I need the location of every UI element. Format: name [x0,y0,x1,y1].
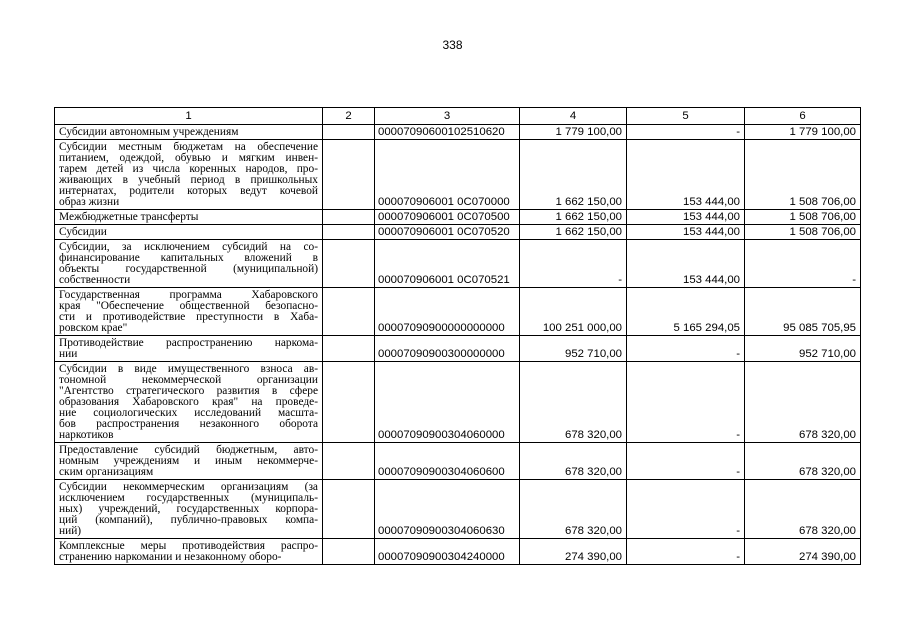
col5-amount-cell: - [627,480,745,539]
budget-code-cell: 000070906001 0С070521 [375,240,520,288]
col4-amount-cell: 100 251 000,00 [520,288,627,336]
budget-code-cell: 00007090900300000000 [375,336,520,362]
col5-amount-cell: - [627,125,745,140]
table-row [55,362,861,443]
row-name-cell [55,240,323,288]
row-name-line: Противодействие распространению наркома- [59,337,318,349]
row-name-line: номным учреждениям и иным некоммерче- [59,455,318,467]
col4-amount-cell: 678 320,00 [520,362,627,443]
row-name-line: Межбюджетные трансферты [59,211,199,223]
row-name-line: образования Хабаровского края" на проведе- [59,396,318,408]
table-row [55,443,861,480]
col2-cell [323,336,375,362]
column-header: 1 [55,108,323,125]
row-name-line: собственности [59,274,131,286]
col4-amount-cell: 274 390,00 [520,539,627,565]
row-name-cell [55,480,323,539]
table-body [55,108,861,565]
row-name-line: Комплексные меры противодействия распро- [59,540,318,552]
budget-code-cell: 00007090600102510620 [375,125,520,140]
col4-amount-cell: 1 779 100,00 [520,125,627,140]
col5-amount-cell: 153 444,00 [627,210,745,225]
row-name-line: ний) [59,525,82,537]
table-row [55,336,861,362]
col6-amount-cell: 1 779 100,00 [745,125,861,140]
table-row [55,125,861,140]
col2-cell [323,240,375,288]
col6-amount-cell: 274 390,00 [745,539,861,565]
row-name-line: Государственная программа Хабаровского [59,289,318,301]
col6-amount-cell: 952 710,00 [745,336,861,362]
table-row [55,140,861,210]
row-name-cell [55,210,323,225]
table-row [55,480,861,539]
row-name-cell [55,288,323,336]
row-name-line: исключением государственных (муниципаль- [59,492,318,504]
col4-amount-cell: 678 320,00 [520,480,627,539]
column-header: 3 [375,108,520,125]
row-name-line: ций (компаний), публично-правовых компа- [59,514,318,526]
row-name-line: образ жизни [59,196,120,208]
row-name-line: Субсидии автономным учреждениям [59,126,239,138]
col5-amount-cell: - [627,539,745,565]
col5-amount-cell: 153 444,00 [627,225,745,240]
row-name-line: живающих в учебный период в пришкольных [59,174,318,186]
table-row [55,240,861,288]
col6-amount-cell: 678 320,00 [745,362,861,443]
row-name-cell [55,225,323,240]
column-header: 5 [627,108,745,125]
col2-cell [323,443,375,480]
col2-cell [323,125,375,140]
row-name-cell [55,336,323,362]
row-name-line: ние социологических исследований масшта- [59,407,318,419]
col4-amount-cell: 1 662 150,00 [520,210,627,225]
table-row [55,288,861,336]
col2-cell [323,362,375,443]
row-name-line: Субсидии местным бюджетам на обеспечение [59,141,318,153]
row-name-cell [55,140,323,210]
column-header: 6 [745,108,861,125]
col5-amount-cell: 153 444,00 [627,140,745,210]
row-name-cell [55,362,323,443]
row-name-line: ровском крае" [59,322,128,334]
row-name-line: объекты государственной (муниципальной) [59,263,318,275]
budget-code-cell: 00007090900000000000 [375,288,520,336]
row-name-line: Субсидии, за исключением субсидий на со- [59,241,318,253]
budget-code-cell: 00007090900304060630 [375,480,520,539]
table-row [55,539,861,565]
col4-amount-cell: 1 662 150,00 [520,140,627,210]
row-name-line: Субсидии в виде имущественного взноса ав- [59,363,318,375]
budget-code-cell: 000070906001 0С070520 [375,225,520,240]
budget-code-cell: 000070906001 0С070500 [375,210,520,225]
row-name-line: питанием, одеждой, обувью и мягким инвен- [59,152,318,164]
row-name-line: тономной некоммерческой организации [59,374,318,386]
col6-amount-cell: - [745,240,861,288]
row-name-line: сти и противодействие преступности в Хаба- [59,311,318,323]
col2-cell [323,480,375,539]
row-name-line: бов распространения незаконного оборота [59,418,318,430]
col4-amount-cell: - [520,240,627,288]
row-name-line: Субсидии некоммерческим организациям (за [59,481,318,493]
col2-cell [323,210,375,225]
col6-amount-cell: 1 508 706,00 [745,210,861,225]
row-name-cell [55,125,323,140]
col2-cell [323,288,375,336]
col6-amount-cell: 95 085 705,95 [745,288,861,336]
col6-amount-cell: 678 320,00 [745,480,861,539]
col5-amount-cell: 5 165 294,05 [627,288,745,336]
col4-amount-cell: 1 662 150,00 [520,225,627,240]
page-number: 338 [442,38,463,52]
col5-amount-cell: - [627,443,745,480]
budget-code-cell: 00007090900304240000 [375,539,520,565]
budget-code-cell: 00007090900304060600 [375,443,520,480]
row-name-line: интернатах, родители которых ведут кочевой [59,185,318,197]
row-name-cell [55,539,323,565]
table-header-row [55,108,861,125]
table-row [55,210,861,225]
row-name-cell [55,443,323,480]
budget-code-cell: 000070906001 0С070000 [375,140,520,210]
row-name-line: странению наркомании и незаконному оборо- [59,551,282,563]
row-name-line: нии [59,348,78,360]
row-name-line: ским организациям [59,466,154,478]
col4-amount-cell: 678 320,00 [520,443,627,480]
row-name-line: края "Обеспечение общественной безопасно- [59,300,318,312]
row-name-line: ных) учреждений, государственных корпора- [59,503,318,515]
col6-amount-cell: 1 508 706,00 [745,225,861,240]
col5-amount-cell: - [627,362,745,443]
col2-cell [323,225,375,240]
col6-amount-cell: 678 320,00 [745,443,861,480]
column-header: 2 [323,108,375,125]
col6-amount-cell: 1 508 706,00 [745,140,861,210]
col5-amount-cell: 153 444,00 [627,240,745,288]
row-name-line: тарем детей из числа коренных народов, про- [59,163,318,175]
col2-cell [323,539,375,565]
row-name-line: наркотиков [59,429,114,441]
column-header: 4 [520,108,627,125]
budget-table [54,107,861,565]
col5-amount-cell: - [627,336,745,362]
row-name-line: финансирование капитальных вложений в [59,252,318,264]
row-name-line: "Агентство стратегического развития в сфере [59,385,318,397]
col2-cell [323,140,375,210]
budget-code-cell: 00007090900304060000 [375,362,520,443]
table-row [55,225,861,240]
row-name-line: Предоставление субсидий бюджетным, авто- [59,444,318,456]
col4-amount-cell: 952 710,00 [520,336,627,362]
row-name-line: Субсидии [59,226,107,238]
